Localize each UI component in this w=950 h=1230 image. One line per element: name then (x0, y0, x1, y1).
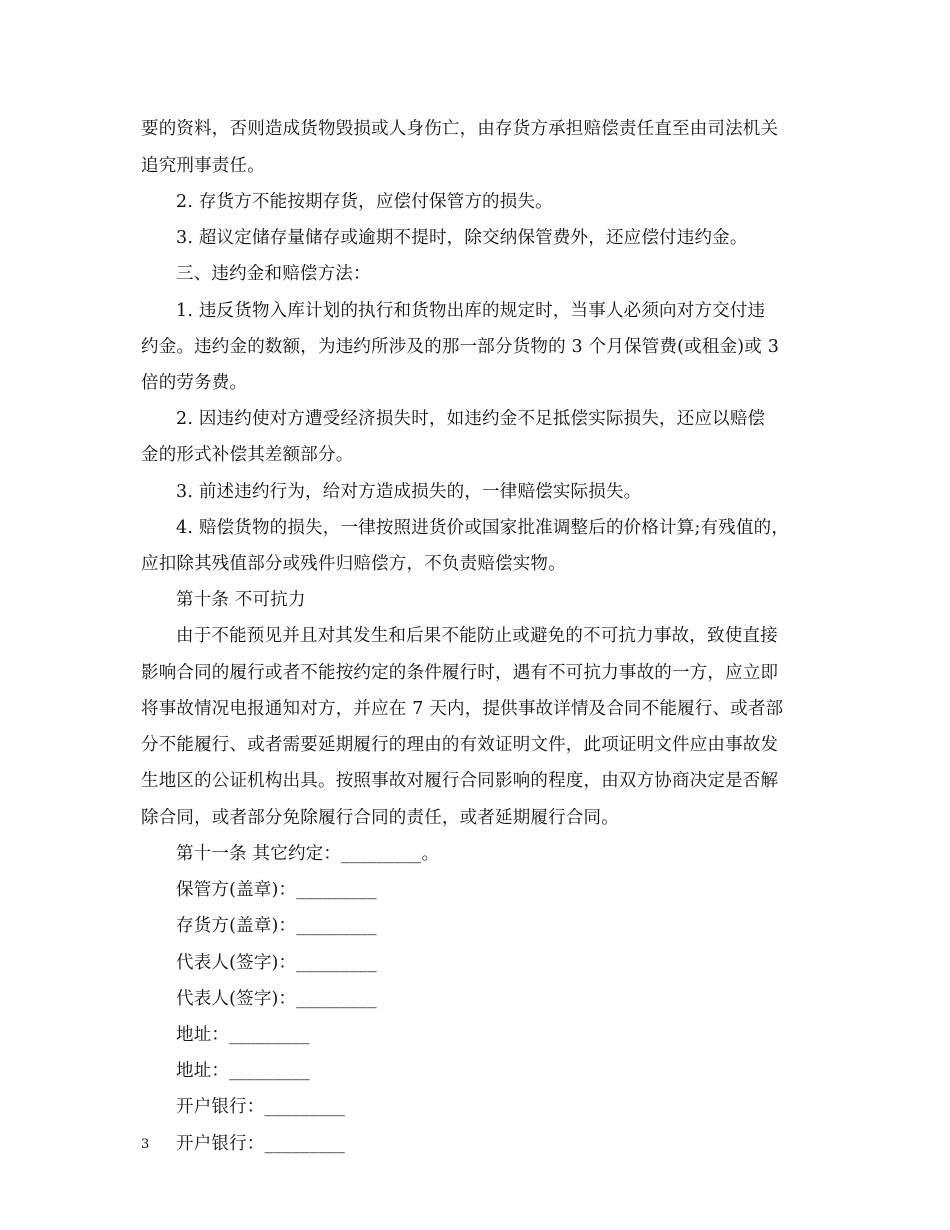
signature-field: 存货方(盖章)：_________ (176, 916, 377, 936)
text-line: 要的资料，否则造成货物毁损或人身伤亡，由存货方承担赔偿责任直至由司法机关 (141, 119, 779, 139)
text-line: 影响合同的履行或者不能按约定的条件履行时，遇有不可抗力事故的一方，应立即 (141, 663, 779, 683)
text-line: 生地区的公证机构出具。按照事故对履行合同影响的程度，由双方协商决定是否解 (141, 771, 779, 791)
signature-field: 代表人(签字)：_________ (176, 989, 377, 1009)
article-heading: 第十条 不可抗力 (176, 590, 306, 610)
text-line: 由于不能预见并且对其发生和后果不能防止或避免的不可抗力事故，致使直接 (176, 626, 778, 646)
signature-field: 代表人(签字)：_________ (176, 953, 377, 973)
bank-field: 开户银行：_________ (176, 1134, 346, 1154)
text-line: 分不能履行、或者需要延期履行的理由的有效证明文件，此项证明文件应由事故发 (141, 735, 779, 755)
signature-field: 保管方(盖章)：_________ (176, 880, 377, 900)
text-line: 倍的劳务费。 (141, 373, 248, 393)
text-line: 约金。违约金的数额，为违约所涉及的那一部分货物的 3 个月保管费(或租金)或 3 (141, 337, 780, 357)
text-line: 追究刑事责任。 (141, 156, 265, 176)
text-line: 3. 超议定储存量储存或逾期不提时，除交纳保管费外，还应偿付违约金。 (176, 228, 748, 248)
text-line: 1. 违反货物入库计划的执行和货物出库的规定时，当事人必须向对方交付违 (176, 301, 766, 321)
text-line: 除合同，或者部分免除履行合同的责任，或者延期履行合同。 (141, 808, 619, 828)
text-line: 将事故情况电报通知对方，并应在 7 天内，提供事故详情及合同不能履行、或者部 (141, 699, 784, 719)
text-line: 应扣除其残值部分或残件归赔偿方，不负责赔偿实物。 (141, 554, 566, 574)
address-field: 地址：_________ (176, 1025, 310, 1045)
page-number: 3 (141, 1137, 150, 1152)
text-line: 2. 因违约使对方遭受经济损失时，如违约金不足抵偿实际损失，还应以赔偿 (176, 409, 766, 429)
text-line: 3. 前述违约行为，给对方造成损失的，一律赔偿实际损失。 (176, 482, 642, 502)
article-heading: 第十一条 其它约定：_________。 (176, 844, 440, 864)
address-field: 地址：_________ (176, 1061, 310, 1081)
text-line: 2. 存货方不能按期存货，应偿付保管方的损失。 (176, 192, 553, 212)
bank-field: 开户银行：_________ (176, 1097, 346, 1117)
text-line: 金的形式补偿其差额部分。 (141, 445, 354, 465)
section-heading: 三、违约金和赔偿方法： (176, 264, 371, 284)
text-line: 4. 赔偿货物的损失，一律按照进货价或国家批准调整后的价格计算;有残值的， (176, 518, 790, 538)
